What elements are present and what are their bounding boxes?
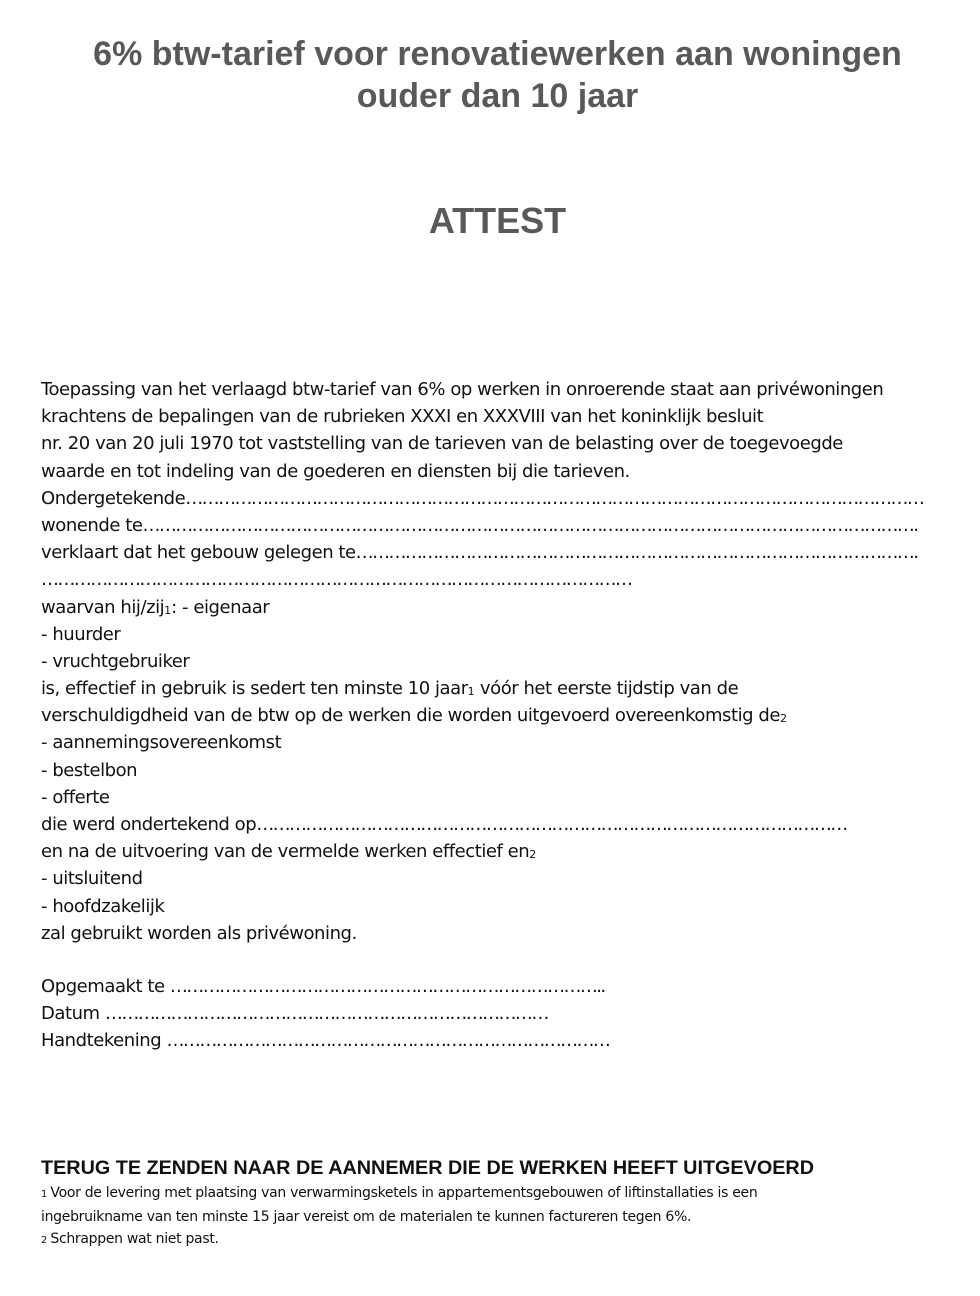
- after-option-hoofdzakelijk[interactable]: - hoofdzakelijk: [41, 895, 165, 917]
- datum-blank[interactable]: ………………………………………………………………………: [104, 1003, 548, 1025]
- document-option-bestelbon[interactable]: - bestelbon: [41, 759, 138, 781]
- status-option-vruchtgebruiker[interactable]: - vruchtgebruiker: [41, 650, 190, 672]
- footnote-ref-2: 2: [779, 712, 787, 726]
- attest-heading: ATTEST: [428, 200, 567, 241]
- document-title-line-1: 6% btw-tarief voor renovatiewerken aan woningen: [93, 35, 902, 73]
- signed-date-field[interactable]: [41, 811, 956, 838]
- usage-line-2: [41, 702, 956, 729]
- closing-line: zal gebruikt worden als privéwoning.: [41, 922, 357, 944]
- status-option-huurder[interactable]: - huurder: [41, 623, 121, 645]
- document-title: [40, 33, 955, 117]
- return-notice: TERUG TE ZENDEN NAAR DE AANNEMER DIE DE WERKEN HEEFT UITGEVOERD: [41, 1157, 814, 1179]
- footnote-ref-2: 2: [529, 848, 537, 862]
- opgemaakt-label: Opgemaakt te: [41, 975, 170, 997]
- footnote-1-line-2: ingebruikname van ten minste 15 jaar vereist om de materialen te kunnen factureren tegen 6%.: [41, 1209, 692, 1225]
- datum-label: Datum: [41, 1003, 105, 1025]
- signed-date-blank[interactable]: ………………………………………………………………………………………………: [256, 814, 847, 835]
- document-title-line-2: ouder dan 10 jaar: [356, 77, 639, 115]
- footnote-ref-1: 1: [164, 603, 172, 617]
- footnote-ref-1: 1: [467, 685, 475, 699]
- opgemaakt-blank[interactable]: ……………………………………………………………………..: [169, 975, 605, 997]
- document-option-offerte[interactable]: - offerte: [41, 786, 110, 808]
- footnote-1-text-a: Voor de levering met plaatsing van verwarmingsketels in appartementsgebouwen of liftinstallaties is een: [50, 1185, 758, 1201]
- signed-date-label: die werd ondertekend op: [41, 814, 257, 835]
- gebouw-field[interactable]: [41, 539, 956, 566]
- usage-text-c: verschuldigdheid van de btw op de werken die worden uitgevoerd overeenkomstig de: [41, 705, 780, 727]
- wonende-blank[interactable]: …………………………………………………………………………………………………………………………….: [142, 514, 918, 536]
- datum-field[interactable]: [41, 1000, 956, 1027]
- status-line: [41, 594, 956, 621]
- after-line: [41, 838, 956, 865]
- gebouw-label: verklaart dat het gebouw gelegen te: [41, 542, 356, 564]
- intro-line-2: krachtens de bepalingen van de rubrieken XXXI en XXXVIII van het koninklijk besluit: [41, 406, 764, 428]
- handtekening-blank[interactable]: ………………………………………………………………………: [166, 1030, 610, 1052]
- footnote-2: [41, 1228, 961, 1252]
- wonende-field[interactable]: [41, 512, 956, 539]
- footnote-2-number: 2: [41, 1235, 48, 1246]
- handtekening-label: Handtekening: [41, 1030, 167, 1052]
- gebouw-extra-blank[interactable]: ………………………………………………………………………………………………: [41, 569, 632, 591]
- gebouw-extra-field[interactable]: [41, 566, 956, 593]
- gebouw-blank[interactable]: ………………………………………………………………………………………….: [355, 542, 918, 564]
- handtekening-field[interactable]: [41, 1027, 956, 1054]
- declaration-body: [41, 376, 956, 1055]
- usage-text-a: is, effectief in gebruik is sedert ten minste 10 jaar: [41, 678, 468, 700]
- footnote-1-line-1: [41, 1182, 961, 1206]
- status-label: waarvan hij/zij: [41, 596, 165, 618]
- spacer: [41, 947, 956, 973]
- footnote-2-text: Schrappen wat niet past.: [50, 1231, 219, 1247]
- usage-line-1: [41, 675, 956, 702]
- ondergetekende-blank[interactable]: ………………………………………………………………………………………………………………………: [185, 487, 924, 509]
- opgemaakt-field[interactable]: [41, 973, 956, 1000]
- intro-line-3: nr. 20 van 20 juli 1970 tot vaststelling van de tarieven van de belasting over de toegevoegde: [41, 433, 843, 455]
- after-option-uitsluitend[interactable]: - uitsluitend: [41, 868, 143, 890]
- wonende-label: wonende te: [41, 514, 143, 536]
- ondergetekende-label: Ondergetekende: [41, 487, 186, 509]
- after-text: en na de uitvoering van de vermelde werken effectief en: [41, 841, 530, 863]
- intro-line-4: waarde en tot indeling van de goederen en diensten bij die tarieven.: [41, 460, 630, 482]
- usage-text-b: vóór het eerste tijdstip van de: [474, 678, 739, 700]
- status-option-eigenaar[interactable]: : - eigenaar: [171, 596, 270, 618]
- document-option-aannemingsovereenkomst[interactable]: - aannemingsovereenkomst: [41, 732, 282, 754]
- ondergetekende-field[interactable]: [41, 485, 956, 512]
- footnote-1-number: 1: [41, 1189, 48, 1200]
- intro-line-1: Toepassing van het verlaagd btw-tarief van 6% op werken in onroerende staat aan privéwoningen: [41, 379, 884, 400]
- footnotes: [41, 1182, 961, 1252]
